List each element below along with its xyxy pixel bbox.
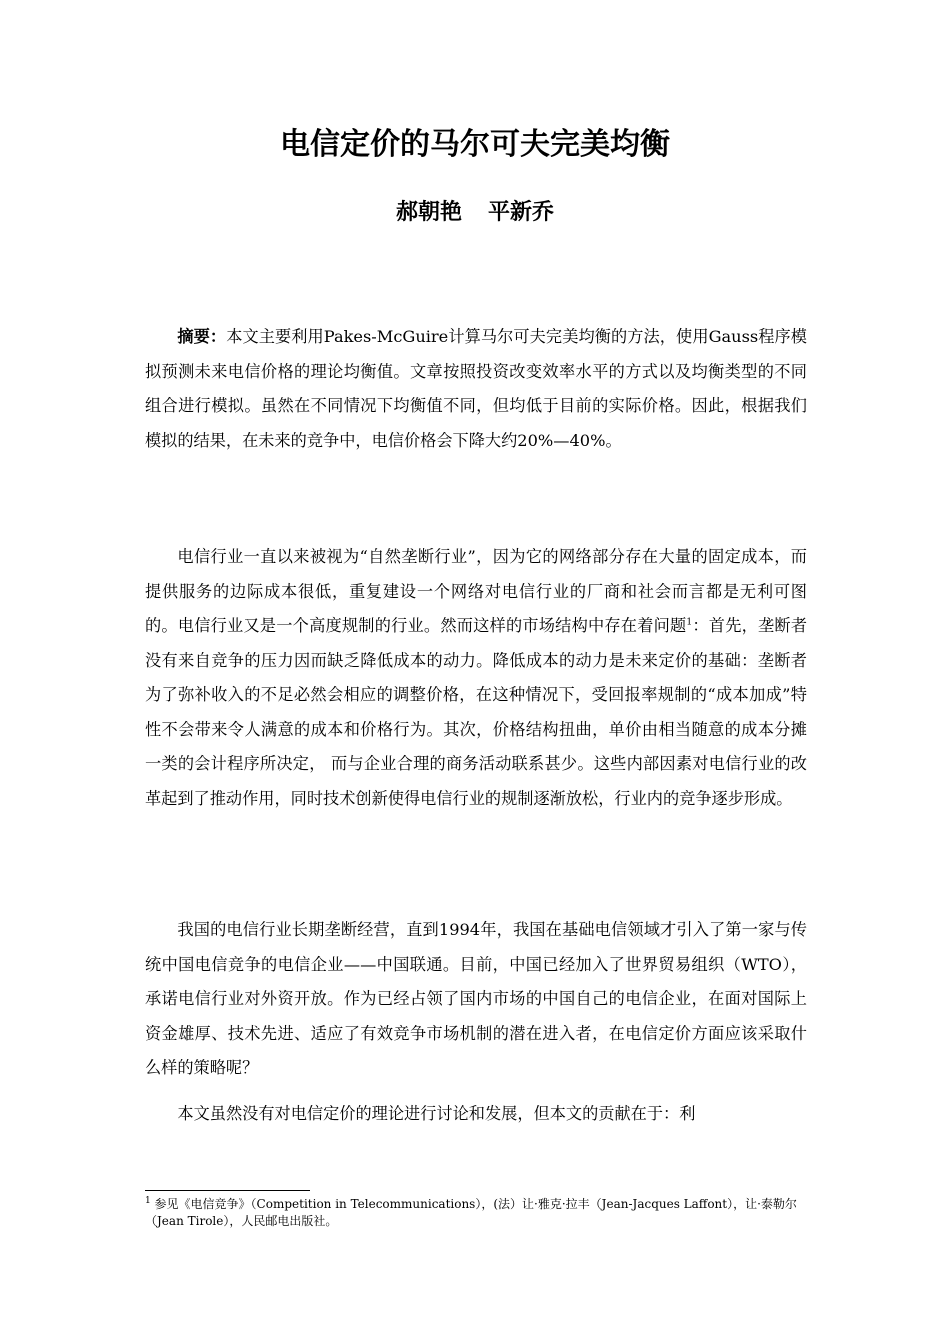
abstract-text: 本文主要利用Pakes-McGuire计算马尔可夫完美均衡的方法，使用Gauss程序模拟预测未来电信价格的理论均衡值。文章按照投资改变效率水平的方式以及均衡类型的不同组合进行模拟。虽然在不同情况下均衡值不同，但均低于目前的实际价格。因此，根据我们模拟的结果，在未来的竞争中，电信价格会下降大约20%—40%。 (145, 327, 807, 450)
body-paragraph-3: 本文虽然没有对电信定价的理论进行讨论和发展，但本文的贡献在于：利 (177, 1104, 696, 1123)
abstract (145, 320, 807, 458)
paragraph-text: 电信行业一直以来被视为“自然垄断行业”，因为它的网络部分存在大量的固定成本，而提供服务的边际成本很低，重复建设一个网络对电信行业的厂商和社会而言都是无利可图的。电信行业又是一个高度规制的行业。然而这样的市场结构中存在着问题 (145, 547, 807, 635)
body-paragraph-1 (145, 540, 807, 816)
paragraph-text: ：首先，垄断者没有来自竞争的压力因而缺乏降低成本的动力。降低成本的动力是未来定价的基础：垄断者为了弥补收入的不足必然会相应的调整价格，在这种情况下，受回报率规制的“成本加成”特性不会带来令人满意的成本和价格行为。其次，价格结构扭曲，单价由相当随意的成本分摊一类的会计程序所决定， 而与企业合理的商务活动联系甚少。这些内部因素对电信行业的改革起到了推动作用，同时技术创新使得电信行业的规制逐渐放松，行业内的竞争逐步形成。 (145, 616, 808, 808)
author-name: 平新乔 (488, 200, 555, 225)
footnote-reference[interactable]: 1 (686, 617, 693, 628)
abstract-label: 摘要： (177, 327, 227, 346)
paper-title: 电信定价的马尔可夫完美均衡 (280, 127, 670, 162)
body-paragraph-2: 我国的电信行业长期垄断经营，直到1994年，我国在基础电信领域才引入了第一家与传统中国电信竞争的电信企业——中国联通。目前，中国已经加入了世界贸易组织（WTO），承诺电信行业对外资开放。作为已经占领了国内市场的中国自己的电信企业，在面对国际上资金雄厚、技术先进、适应了有效竞争市场机制的潜在进入者，在电信定价方面应该采取什么样的策略呢？ (145, 920, 807, 1077)
footnote-text: 参见《电信竞争》（Competition in Telecommunications），(法）让·雅克·拉丰（Jean-Jacques Laffont），让·泰勒尔（Jean Tirole），人民邮电出版社。 (145, 1197, 797, 1228)
footnote (145, 1196, 807, 1230)
author-name: 郝朝艳 (395, 200, 462, 225)
footnote-marker: 1 (145, 1196, 151, 1206)
footnote-divider (145, 1190, 310, 1191)
author-list (0, 195, 950, 231)
